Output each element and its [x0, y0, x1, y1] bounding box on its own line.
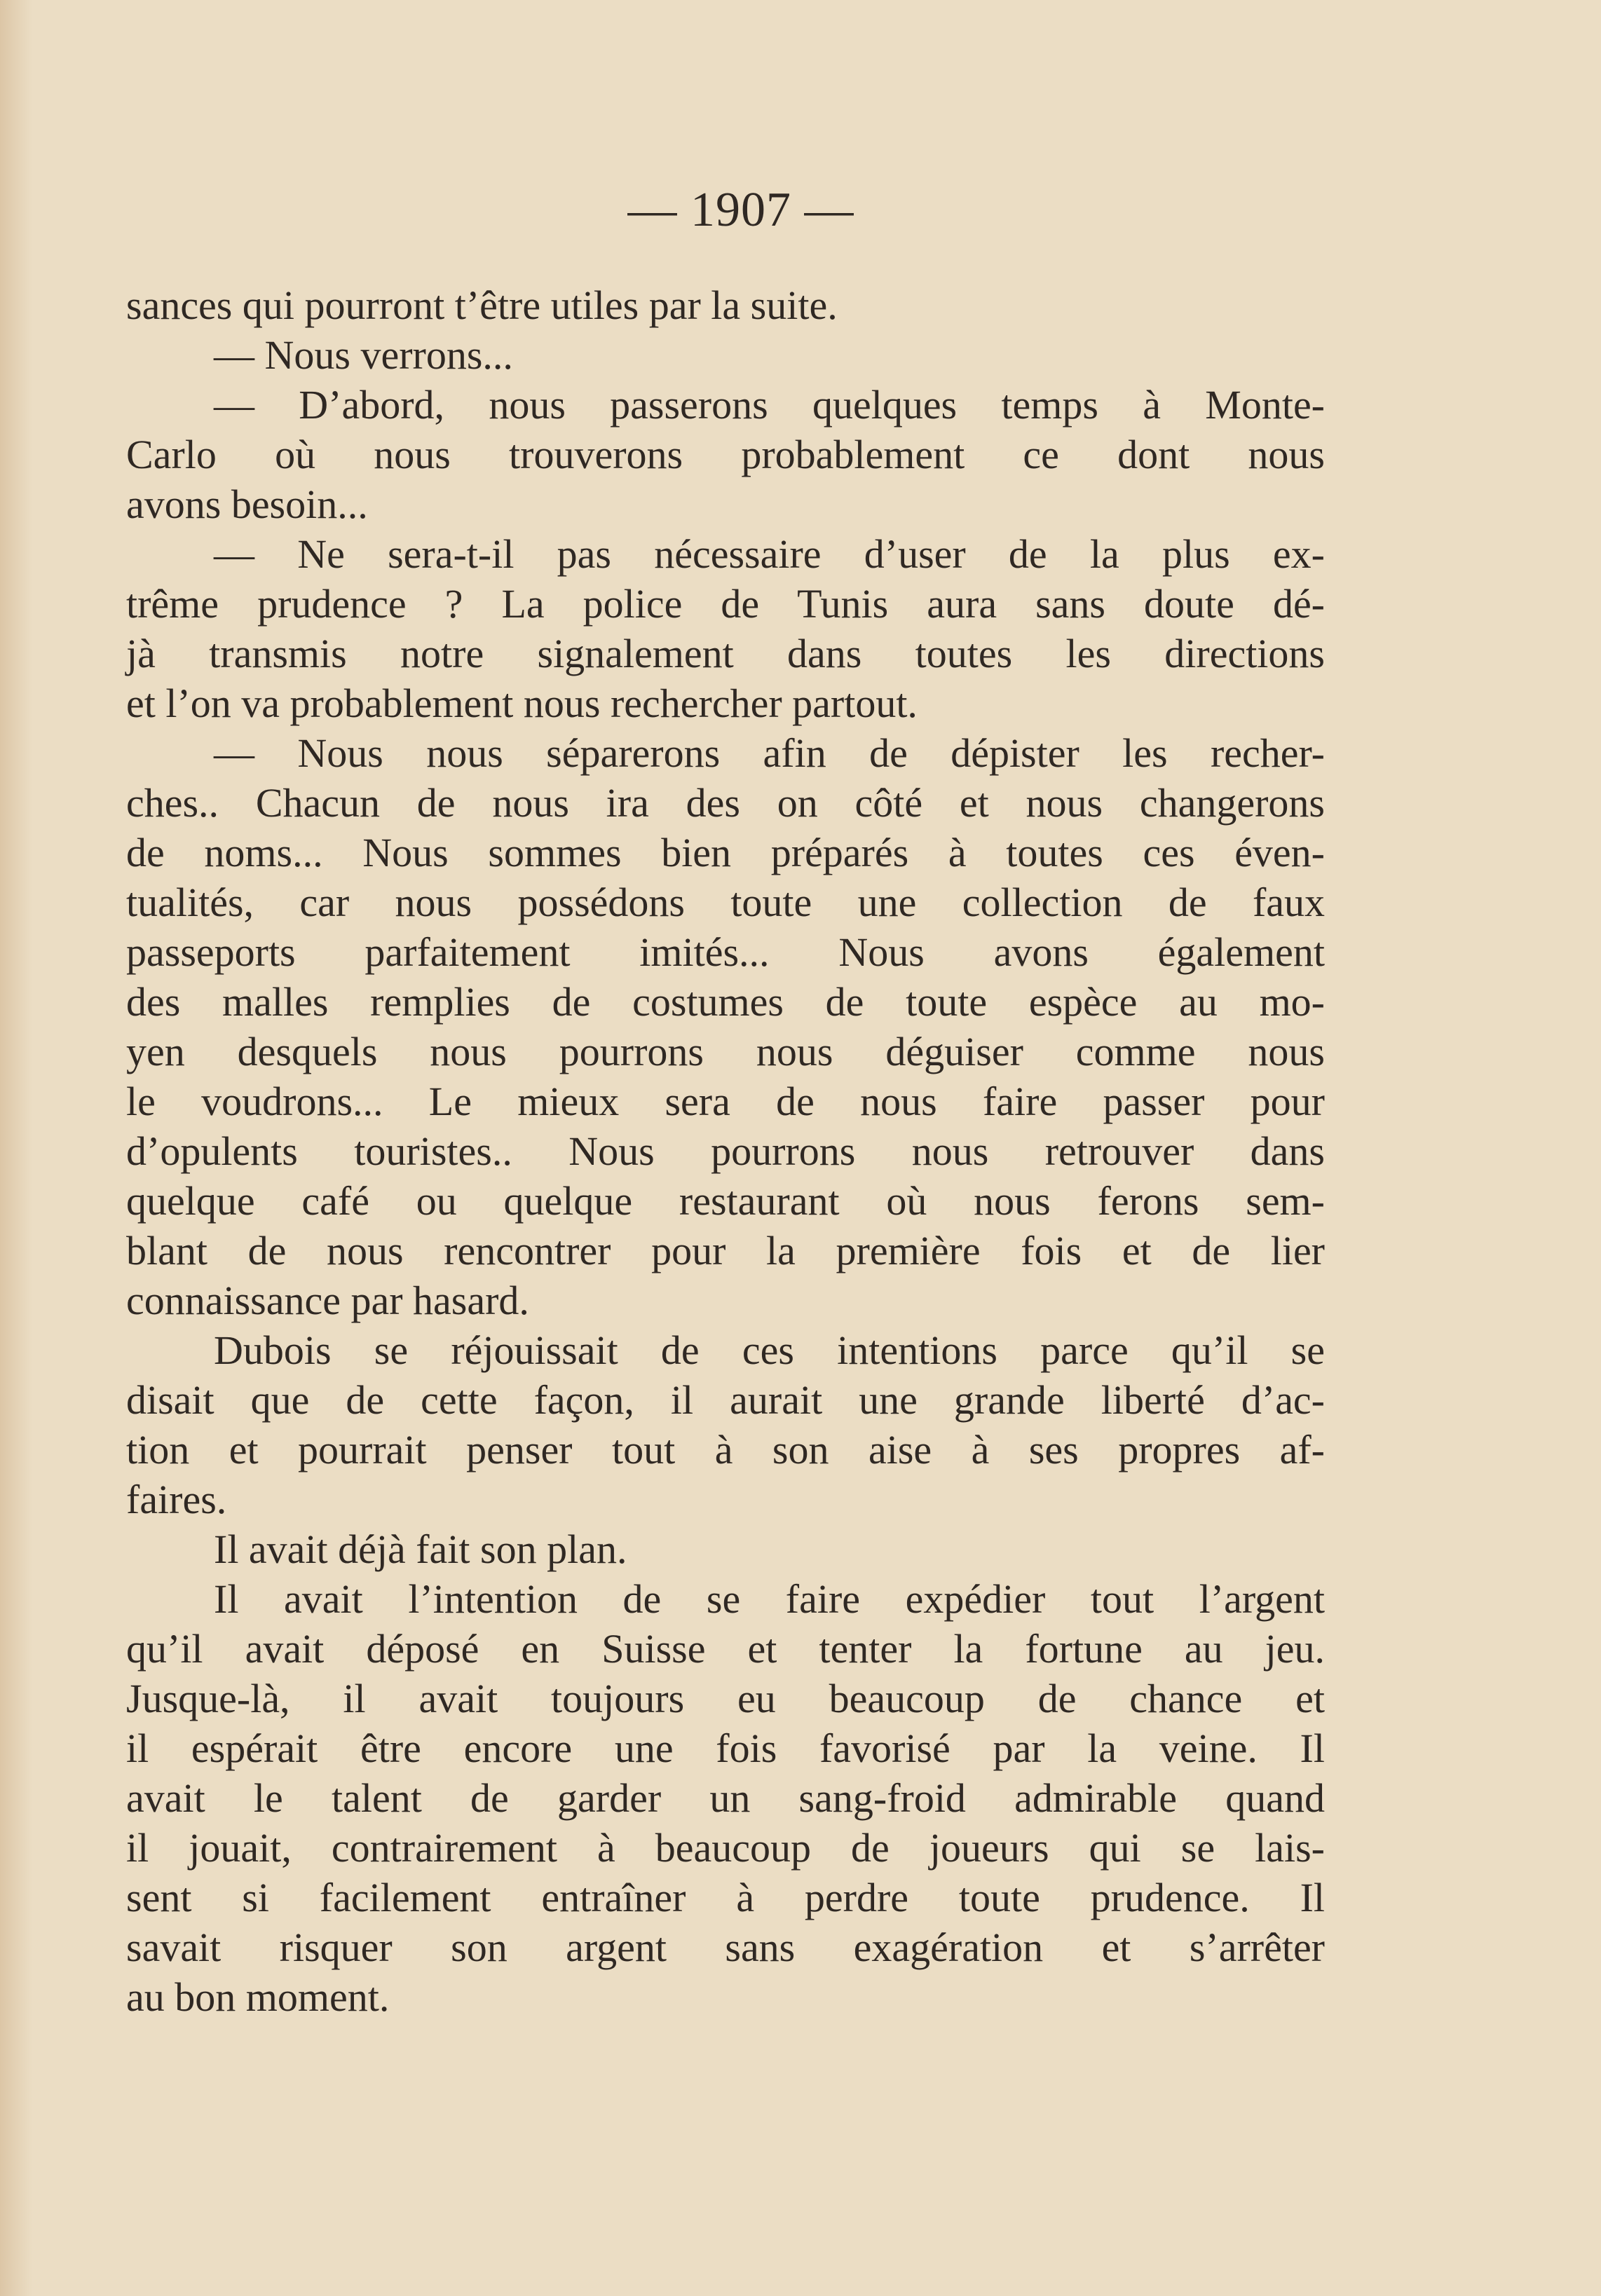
text-line: blant de nous rencontrer pour la première fois et de lier [126, 1228, 1325, 1273]
text-line: Carlo où nous trouverons probablement ce dont nous [126, 432, 1325, 477]
text-line: savait risquer son argent sans exagération et s’arrêter [126, 1925, 1325, 1970]
text-line: il espérait être encore une fois favorisé par la veine. Il [126, 1726, 1325, 1771]
text-line: passeports parfaitement imités... Nous avons également [126, 929, 1325, 975]
text-line: de noms... Nous sommes bien préparés à toutes ces éven- [126, 830, 1325, 875]
text-line: trême prudence ? La police de Tunis aura sans doute dé- [126, 581, 1325, 627]
text-line: d’opulents touristes.. Nous pourrons nous retrouver dans [126, 1128, 1325, 1174]
text-line: avons besoin... [126, 481, 368, 527]
text-line: — Ne sera-t-il pas nécessaire d’user de la plus ex- [214, 531, 1325, 577]
text-line: sent si facilement entraîner à perdre toute prudence. Il [126, 1875, 1325, 1920]
text-line: — Nous nous séparerons afin de dépister les recher- [214, 730, 1325, 776]
text-line: Il avait déjà fait son plan. [214, 1526, 627, 1572]
text-line: yen desquels nous pourrons nous déguiser comme nous [126, 1029, 1325, 1074]
page-edge-shadow [0, 0, 32, 2296]
text-line: tion et pourrait penser tout à son aise à ses propres af- [126, 1427, 1325, 1472]
text-line: il jouait, contrairement à beaucoup de joueurs qui se lais- [126, 1825, 1325, 1871]
text-line: Jusque-là, il avait toujours eu beaucoup de chance et [126, 1676, 1325, 1721]
text-line: ches.. Chacun de nous ira des on côté et nous changerons [126, 780, 1325, 826]
text-line: qu’il avait déposé en Suisse et tenter la fortune au jeu. [126, 1626, 1325, 1672]
text-line: disait que de cette façon, il aurait une grande liberté d’ac- [126, 1377, 1325, 1423]
text-line: le voudrons... Le mieux sera de nous faire passer pour [126, 1079, 1325, 1124]
text-line: connaissance par hasard. [126, 1278, 529, 1323]
text-line: au bon moment. [126, 1974, 390, 2020]
text-line: faires. [126, 1477, 227, 1522]
text-line: Il avait l’intention de se faire expédier tout l’argent [214, 1576, 1325, 1622]
text-line: Dubois se réjouissait de ces intentions parce qu’il se [214, 1327, 1325, 1373]
text-line: jà transmis notre signalement dans toutes les directions [126, 631, 1325, 676]
text-line: avait le talent de garder un sang-froid admirable quand [126, 1775, 1325, 1821]
text-line: et l’on va probablement nous rechercher partout. [126, 681, 918, 726]
body-text [126, 280, 1325, 2022]
text-line: des malles remplies de costumes de toute espèce au mo- [126, 979, 1325, 1025]
text-line: quelque café ou quelque restaurant où nous ferons sem- [126, 1178, 1325, 1224]
text-line: — Nous verrons... [214, 332, 513, 378]
page-number: — 1907 — [627, 183, 854, 237]
text-line: — D’abord, nous passerons quelques temps à Monte- [214, 382, 1325, 428]
text-line: sances qui pourront t’être utiles par la suite. [126, 282, 838, 328]
text-line: tualités, car nous possédons toute une collection de faux [126, 880, 1325, 925]
